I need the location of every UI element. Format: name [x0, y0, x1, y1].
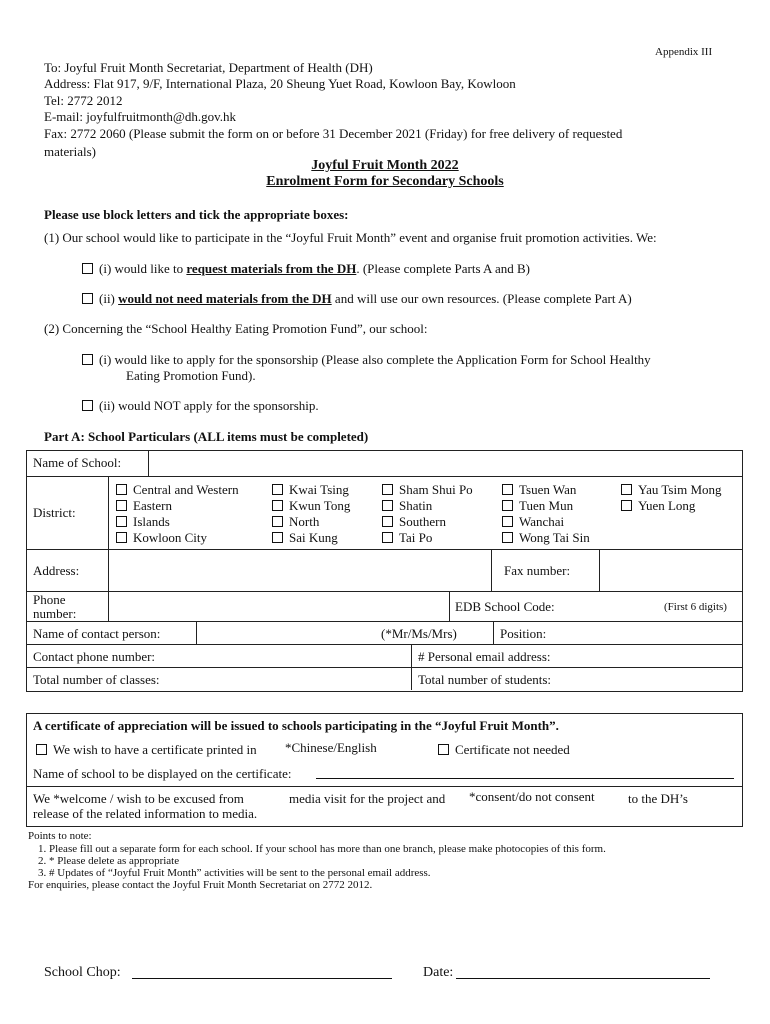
- district-name: Eastern: [133, 498, 172, 513]
- certificate-print-option[interactable]: [36, 742, 257, 758]
- address-label: Address:: [33, 563, 80, 578]
- checkbox[interactable]: [82, 354, 93, 365]
- district-option[interactable]: [272, 514, 350, 530]
- district-column-1: [116, 482, 239, 546]
- q1-option2-emphasis: would not need materials from the DH: [118, 291, 332, 306]
- checkbox[interactable]: [82, 263, 93, 274]
- checkbox[interactable]: [438, 744, 449, 755]
- checkbox[interactable]: [502, 500, 513, 511]
- district-name: Kwai Tsing: [289, 482, 349, 497]
- checkbox[interactable]: [382, 532, 393, 543]
- checkbox[interactable]: [272, 484, 283, 495]
- certificate-not-needed-text: Certificate not needed: [455, 742, 570, 757]
- district-name: Central and Western: [133, 482, 239, 497]
- checkbox[interactable]: [621, 500, 632, 511]
- total-students-label: Total number of students:: [418, 672, 552, 687]
- district-column-2: [272, 482, 350, 546]
- media-consent-part4: to the DH’s: [628, 791, 688, 806]
- certificate-print-text: We wish to have a certificate printed in: [53, 742, 257, 757]
- form-title: Joyful Fruit Month 2022: [311, 158, 459, 173]
- district-name: North: [289, 514, 320, 529]
- fax-line-continued: materials): [44, 144, 96, 159]
- fax-line: Fax: 2772 2060 (Please submit the form on or before 31 December 2021 (Friday) for free delivery of requested: [44, 126, 623, 141]
- name-of-school-field[interactable]: [151, 453, 739, 474]
- date-label: Date:: [423, 965, 454, 980]
- q2-option1-line1: (i) would like to apply for the sponsorship (Please also complete the Application Form for School Healthy: [99, 352, 651, 367]
- q1-option1-suffix: . (Please complete Parts A and B): [356, 261, 530, 276]
- checkbox[interactable]: [36, 744, 47, 755]
- district-name: Kowloon City: [133, 530, 208, 545]
- district-column-5: [621, 482, 722, 514]
- note-item: 2. * Please delete as appropriate: [38, 855, 180, 867]
- district-name: Wanchai: [519, 514, 565, 529]
- district-option[interactable]: [382, 514, 473, 530]
- district-name: Yau Tsim Mong: [638, 482, 722, 497]
- recipient-line: To: Joyful Fruit Month Secretariat, Department of Health (DH): [44, 60, 373, 75]
- checkbox[interactable]: [272, 516, 283, 527]
- district-option[interactable]: [621, 482, 722, 498]
- question-2: (2) Concerning the “School Healthy Eating Promotion Fund”, our school:: [44, 321, 428, 336]
- district-option[interactable]: [272, 498, 350, 514]
- district-name: Yuen Long: [638, 498, 696, 513]
- edb-code-label: EDB School Code:: [455, 599, 555, 614]
- total-classes-label: Total number of classes:: [33, 672, 160, 687]
- checkbox[interactable]: [116, 500, 127, 511]
- instructions: Please use block letters and tick the appropriate boxes:: [44, 207, 349, 222]
- media-consent-part1: We *welcome / wish to be excused from: [33, 791, 244, 806]
- title-options: (*Mr/Ms/Mrs): [381, 626, 457, 641]
- note-item: 1. Please fill out a separate form for each school. If your school has more than one branch, please make photocopies of this form.: [38, 843, 606, 855]
- date-field[interactable]: [456, 978, 710, 979]
- checkbox[interactable]: [502, 516, 513, 527]
- checkbox[interactable]: [382, 484, 393, 495]
- checkbox[interactable]: [116, 532, 127, 543]
- phone-label-continued: number:: [33, 606, 77, 621]
- district-option[interactable]: [272, 530, 350, 546]
- q1-option2-prefix: (ii): [99, 291, 119, 306]
- certificate-language: *Chinese/English: [285, 740, 377, 755]
- media-consent-line2: release of the related information to media.: [33, 806, 258, 821]
- q2-option-apply[interactable]: [82, 352, 651, 368]
- checkbox[interactable]: [272, 532, 283, 543]
- media-consent-part2: media visit for the project and: [289, 791, 446, 806]
- note-item: 3. # Updates of “Joyful Fruit Month” activities will be sent to the personal email address.: [38, 867, 431, 879]
- q2-option2-label: (ii) would NOT apply for the sponsorship.: [99, 398, 319, 413]
- address-line: Address: Flat 917, 9/F, International Plaza, 20 Sheung Yuet Road, Kowloon Bay, Kowloon: [44, 76, 516, 91]
- school-chop-label: School Chop:: [44, 965, 121, 980]
- certificate-heading: A certificate of appreciation will be issued to schools participating in the “Joyful Fruit Month”.: [33, 718, 559, 733]
- district-column-3: [382, 482, 473, 546]
- district-option[interactable]: [502, 530, 590, 546]
- school-chop-field[interactable]: [132, 978, 392, 979]
- checkbox[interactable]: [116, 516, 127, 527]
- district-name: Tuen Mun: [519, 498, 574, 513]
- notes-heading: Points to note:: [28, 830, 92, 842]
- district-option[interactable]: [272, 482, 350, 498]
- q1-option1-prefix: (i) would like to: [99, 261, 187, 276]
- district-name: Wong Tai Sin: [519, 530, 590, 545]
- fax-number-label: Fax number:: [504, 563, 571, 578]
- fax-number-field[interactable]: [602, 552, 739, 589]
- district-option[interactable]: [382, 498, 473, 514]
- district-name: Tai Po: [399, 530, 433, 545]
- tel-line: Tel: 2772 2012: [44, 93, 123, 108]
- checkbox[interactable]: [382, 500, 393, 511]
- district-name: Tsuen Wan: [519, 482, 577, 497]
- district-name: Islands: [133, 514, 170, 529]
- district-option[interactable]: [502, 514, 590, 530]
- district-option[interactable]: [621, 498, 722, 514]
- question-1: (1) Our school would like to participate in the “Joyful Fruit Month” event and organise fruit promotion activities. We:: [44, 230, 657, 245]
- appendix-label: Appendix III: [655, 46, 713, 58]
- district-name: Southern: [399, 514, 446, 529]
- district-option[interactable]: [502, 482, 590, 498]
- district-label: District:: [33, 505, 76, 520]
- district-name: Kwun Tong: [289, 498, 351, 513]
- checkbox[interactable]: [116, 484, 127, 495]
- district-option[interactable]: [382, 482, 473, 498]
- q2-option-not-apply[interactable]: [82, 398, 319, 414]
- q2-option1-line2: Eating Promotion Fund).: [126, 368, 256, 383]
- district-name: Sai Kung: [289, 530, 338, 545]
- district-column-4: [502, 482, 590, 546]
- contact-person-label: Name of contact person:: [33, 626, 161, 641]
- email-line: E-mail: joyfulfruitmonth@dh.gov.hk: [44, 109, 237, 124]
- checkbox[interactable]: [502, 484, 513, 495]
- checkbox[interactable]: [272, 500, 283, 511]
- personal-email-label: # Personal email address:: [418, 649, 551, 664]
- checkbox[interactable]: [621, 484, 632, 495]
- district-name: Sham Shui Po: [399, 482, 473, 497]
- address-field[interactable]: [111, 552, 489, 589]
- certificate-not-needed-option[interactable]: [438, 742, 570, 758]
- district-option[interactable]: [116, 514, 239, 530]
- q1-option-request-materials[interactable]: [82, 261, 530, 277]
- checkbox[interactable]: [82, 400, 93, 411]
- contact-phone-label: Contact phone number:: [33, 649, 156, 664]
- checkbox[interactable]: [382, 516, 393, 527]
- phone-label: Phone: [33, 592, 66, 607]
- position-label: Position:: [500, 626, 547, 641]
- district-name: Shatin: [399, 498, 433, 513]
- enquiries-note: For enquiries, please contact the Joyful Fruit Month Secretariat on 2772 2012.: [28, 879, 373, 891]
- name-of-school-label: Name of School:: [33, 455, 122, 470]
- district-option[interactable]: [502, 498, 590, 514]
- edb-code-note: (First 6 digits): [664, 601, 727, 613]
- q1-option2-suffix: and will use our own resources. (Please complete Part A): [331, 291, 632, 306]
- district-option[interactable]: [382, 530, 473, 546]
- district-option[interactable]: [116, 498, 239, 514]
- district-option[interactable]: [116, 482, 239, 498]
- checkbox[interactable]: [82, 293, 93, 304]
- part-a-title: Part A: School Particulars (ALL items must be completed): [44, 429, 369, 444]
- checkbox[interactable]: [502, 532, 513, 543]
- media-consent-part3: *consent/do not consent: [469, 789, 595, 804]
- form-subtitle: Enrolment Form for Secondary Schools: [266, 174, 504, 189]
- q1-option-no-materials[interactable]: [82, 291, 632, 307]
- certificate-name-field[interactable]: [316, 778, 734, 779]
- district-option[interactable]: [116, 530, 239, 546]
- phone-number-field[interactable]: [111, 594, 447, 619]
- certificate-name-label: Name of school to be displayed on the certificate:: [33, 766, 292, 781]
- q1-option1-emphasis: request materials from the DH: [186, 261, 357, 276]
